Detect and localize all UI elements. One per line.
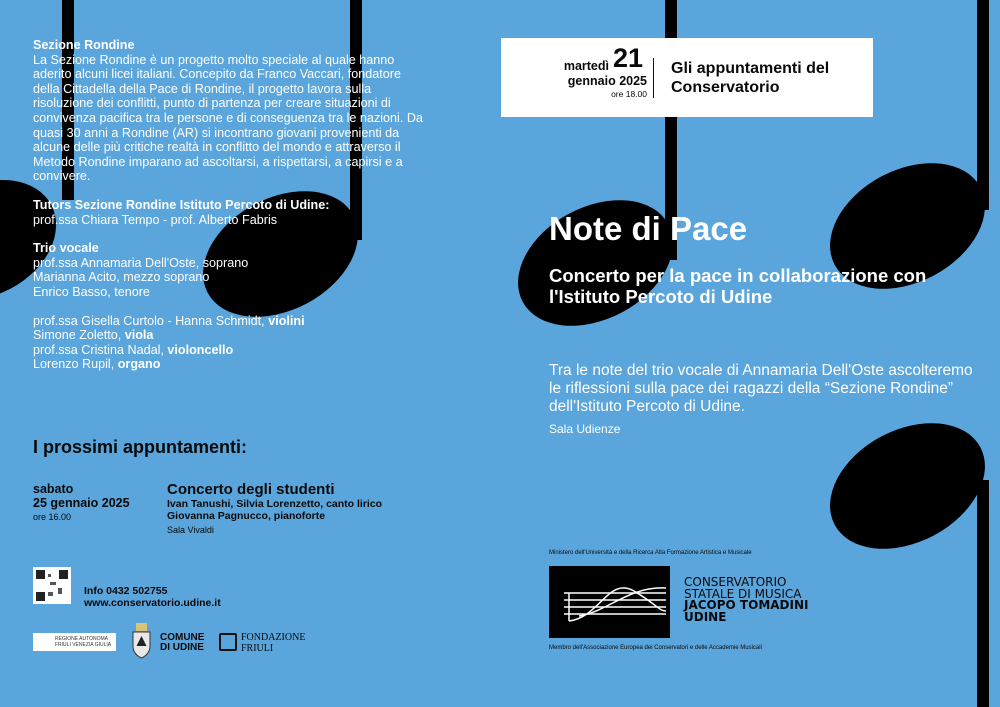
conservatorio-name: CONSERVATORIO STATALE DI MUSICA JACOPO TOMADINI UDINE	[684, 575, 809, 624]
next-day: sabato	[33, 482, 74, 496]
player: Simone Zoletto, viola	[33, 328, 154, 343]
day-number: 21	[613, 43, 644, 73]
weekday: martedì	[563, 59, 609, 73]
time: ore 18.00	[611, 89, 647, 99]
rondine-title: Sezione Rondine	[33, 38, 135, 52]
trio-title: Trio vocale	[33, 241, 99, 256]
next-date-text: 25 gennaio 2025	[33, 496, 130, 510]
next-time: ore 16.00	[33, 512, 72, 522]
next-event-title: Concerto degli studenti	[167, 481, 335, 498]
fondazione-logo: FONDAZIONE FRIULI	[241, 632, 306, 654]
contact-info	[84, 585, 221, 609]
qr-code[interactable]	[33, 567, 71, 604]
next-event-line2: Giovanna Pagnucco, pianoforte	[167, 510, 326, 522]
next-date	[33, 482, 130, 524]
concert-description: Tra le note del trio vocale di Annamaria Dell'Oste ascolteremo le riflessioni sulla pace dei ragazzi della “Sezione Rondine” dell'Istituto Percoto di Udine.	[549, 362, 973, 415]
fondazione-icon	[219, 633, 237, 651]
rondine-text: La Sezione Rondine è un progetto molto speciale al quale hanno aderito alcuni licei italiani. Concepito da Franco Vaccari, fondatore della Cittadella della Pace di Rondine, il progetto lavora sulla risoluzione dei conflitti, punto di partenza per creare situazioni di convivenza pacifica tra le persone e di conseguenza tra le nazioni. Da quasi 30 anni a Rondine (AR) si incontrano giovani provenienti da alcune delle più critiche realtà in conflitto del mondo e attraverso il Metodo Rondine imparano ad ascoltarsi, a rispettarsi, a capirsi e a convivere.	[33, 52, 423, 184]
player: Lorenzo Rupil, organo	[33, 357, 161, 372]
trio-member: prof.ssa Annamaria Dell'Oste, soprano	[33, 255, 249, 270]
note-stem	[977, 480, 989, 707]
membership-text: Membro dell'Associazione Europea dei Conservatori e delle Accademie Musicali	[549, 645, 762, 651]
note-stem	[977, 0, 989, 210]
header-box	[501, 38, 873, 117]
divider	[653, 58, 654, 98]
player: prof.ssa Gisella Curtolo - Hanna Schmidt, violini	[33, 313, 305, 328]
concert-details	[549, 362, 989, 436]
concert-title: Note di Pace	[549, 210, 748, 247]
tutors-title: Tutors Sezione Rondine Istituto Percoto di Udine:	[33, 197, 330, 212]
series-title: Gli appuntamenti del Conservatorio	[671, 60, 830, 96]
rondine-section	[33, 38, 428, 372]
phone: Info 0432 502755	[84, 585, 168, 597]
ministry-text: Ministero dell'Università e della Ricerca Alta Formazione Artistica e Musicale	[549, 550, 752, 556]
tutors: prof.ssa Chiara Tempo - prof. Alberto Fabris	[33, 212, 278, 227]
trio-member: Marianna Acito, mezzo soprano	[33, 270, 210, 285]
next-title: I prossimi appuntamenti:	[33, 437, 248, 457]
month-year: gennaio 2025	[567, 74, 647, 88]
trio-member: Enrico Basso, tenore	[33, 284, 150, 299]
next-event-venue: Sala Vivaldi	[167, 525, 214, 535]
venue: Sala Udienze	[549, 422, 621, 436]
concert-subtitle: Concerto per la pace in collaborazione con l'Istituto Percoto di Udine	[549, 265, 927, 307]
regione-logo: REGIONE AUTONOMA FRIULI VENEZIA GIULIA	[33, 633, 116, 651]
website-link[interactable]: www.conservatorio.udine.it	[84, 597, 221, 609]
player: prof.ssa Cristina Nadal, violoncello	[33, 342, 234, 357]
comune-crest-icon	[128, 620, 155, 660]
next-event	[167, 481, 382, 535]
next-event-line1: Ivan Tanushi, Silvia Lorenzetto, canto lirico	[167, 498, 383, 510]
players	[33, 314, 428, 372]
comune-logo: COMUNE DI UDINE	[160, 632, 205, 653]
conservatorio-logo-icon	[549, 566, 670, 638]
